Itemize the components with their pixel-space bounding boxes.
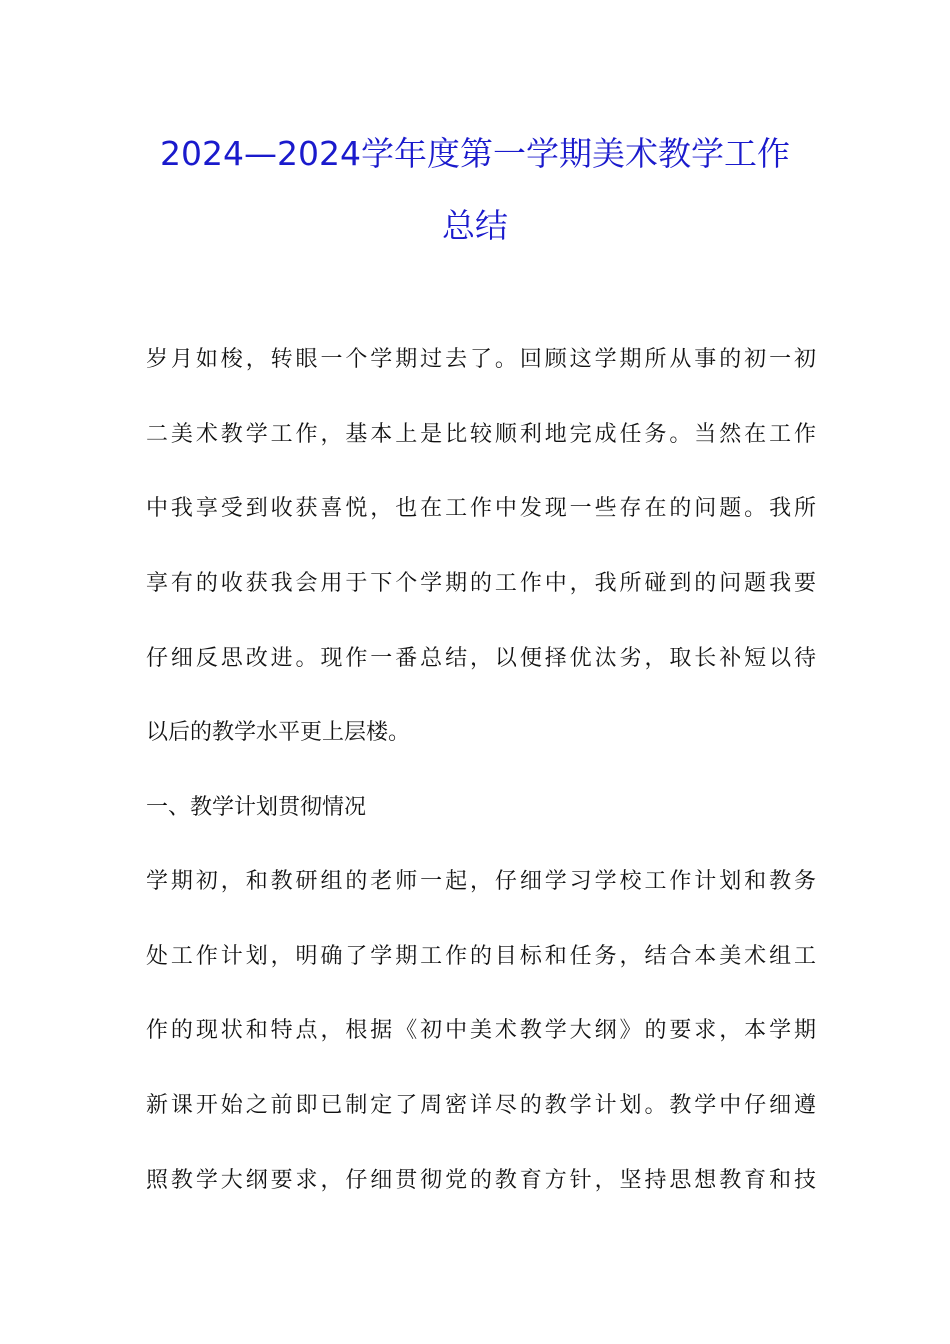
body-line: 享有的收获我会用于下个学期的工作中，我所碰到的问题我要 — [146, 571, 816, 596]
body-line: 二美术教学工作，基本上是比较顺利地完成任务。当然在工作 — [146, 422, 816, 447]
body-line: 作的现状和特点，根据《初中美术教学大纲》的要求，本学期 — [146, 1018, 816, 1043]
section-heading: 一、教学计划贯彻情况 — [146, 795, 367, 820]
body-line: 仔细反思改进。现作一番总结，以便择优汰劣，取长补短以待 — [146, 646, 816, 671]
body-line: 处工作计划，明确了学期工作的目标和任务，结合本美术组工 — [146, 944, 816, 969]
body-line: 中我享受到收获喜悦，也在工作中发现一些存在的问题。我所 — [146, 496, 816, 521]
body-line: 学期初，和教研组的老师一起，仔细学习学校工作计划和教务 — [146, 869, 816, 894]
document-title-line-1: 2024—2024学年度第一学期美术教学工作 — [160, 134, 790, 173]
body-line: 新课开始之前即已制定了周密详尽的教学计划。教学中仔细遵 — [146, 1093, 816, 1118]
body-line: 照教学大纲要求，仔细贯彻党的教育方针，坚持思想教育和技 — [146, 1168, 816, 1193]
document-title-line-2: 总结 — [442, 206, 508, 245]
body-line: 岁月如梭，转眼一个学期过去了。回顾这学期所从事的初一初 — [146, 347, 816, 372]
body-line: 以后的教学水平更上层楼。 — [146, 720, 411, 745]
